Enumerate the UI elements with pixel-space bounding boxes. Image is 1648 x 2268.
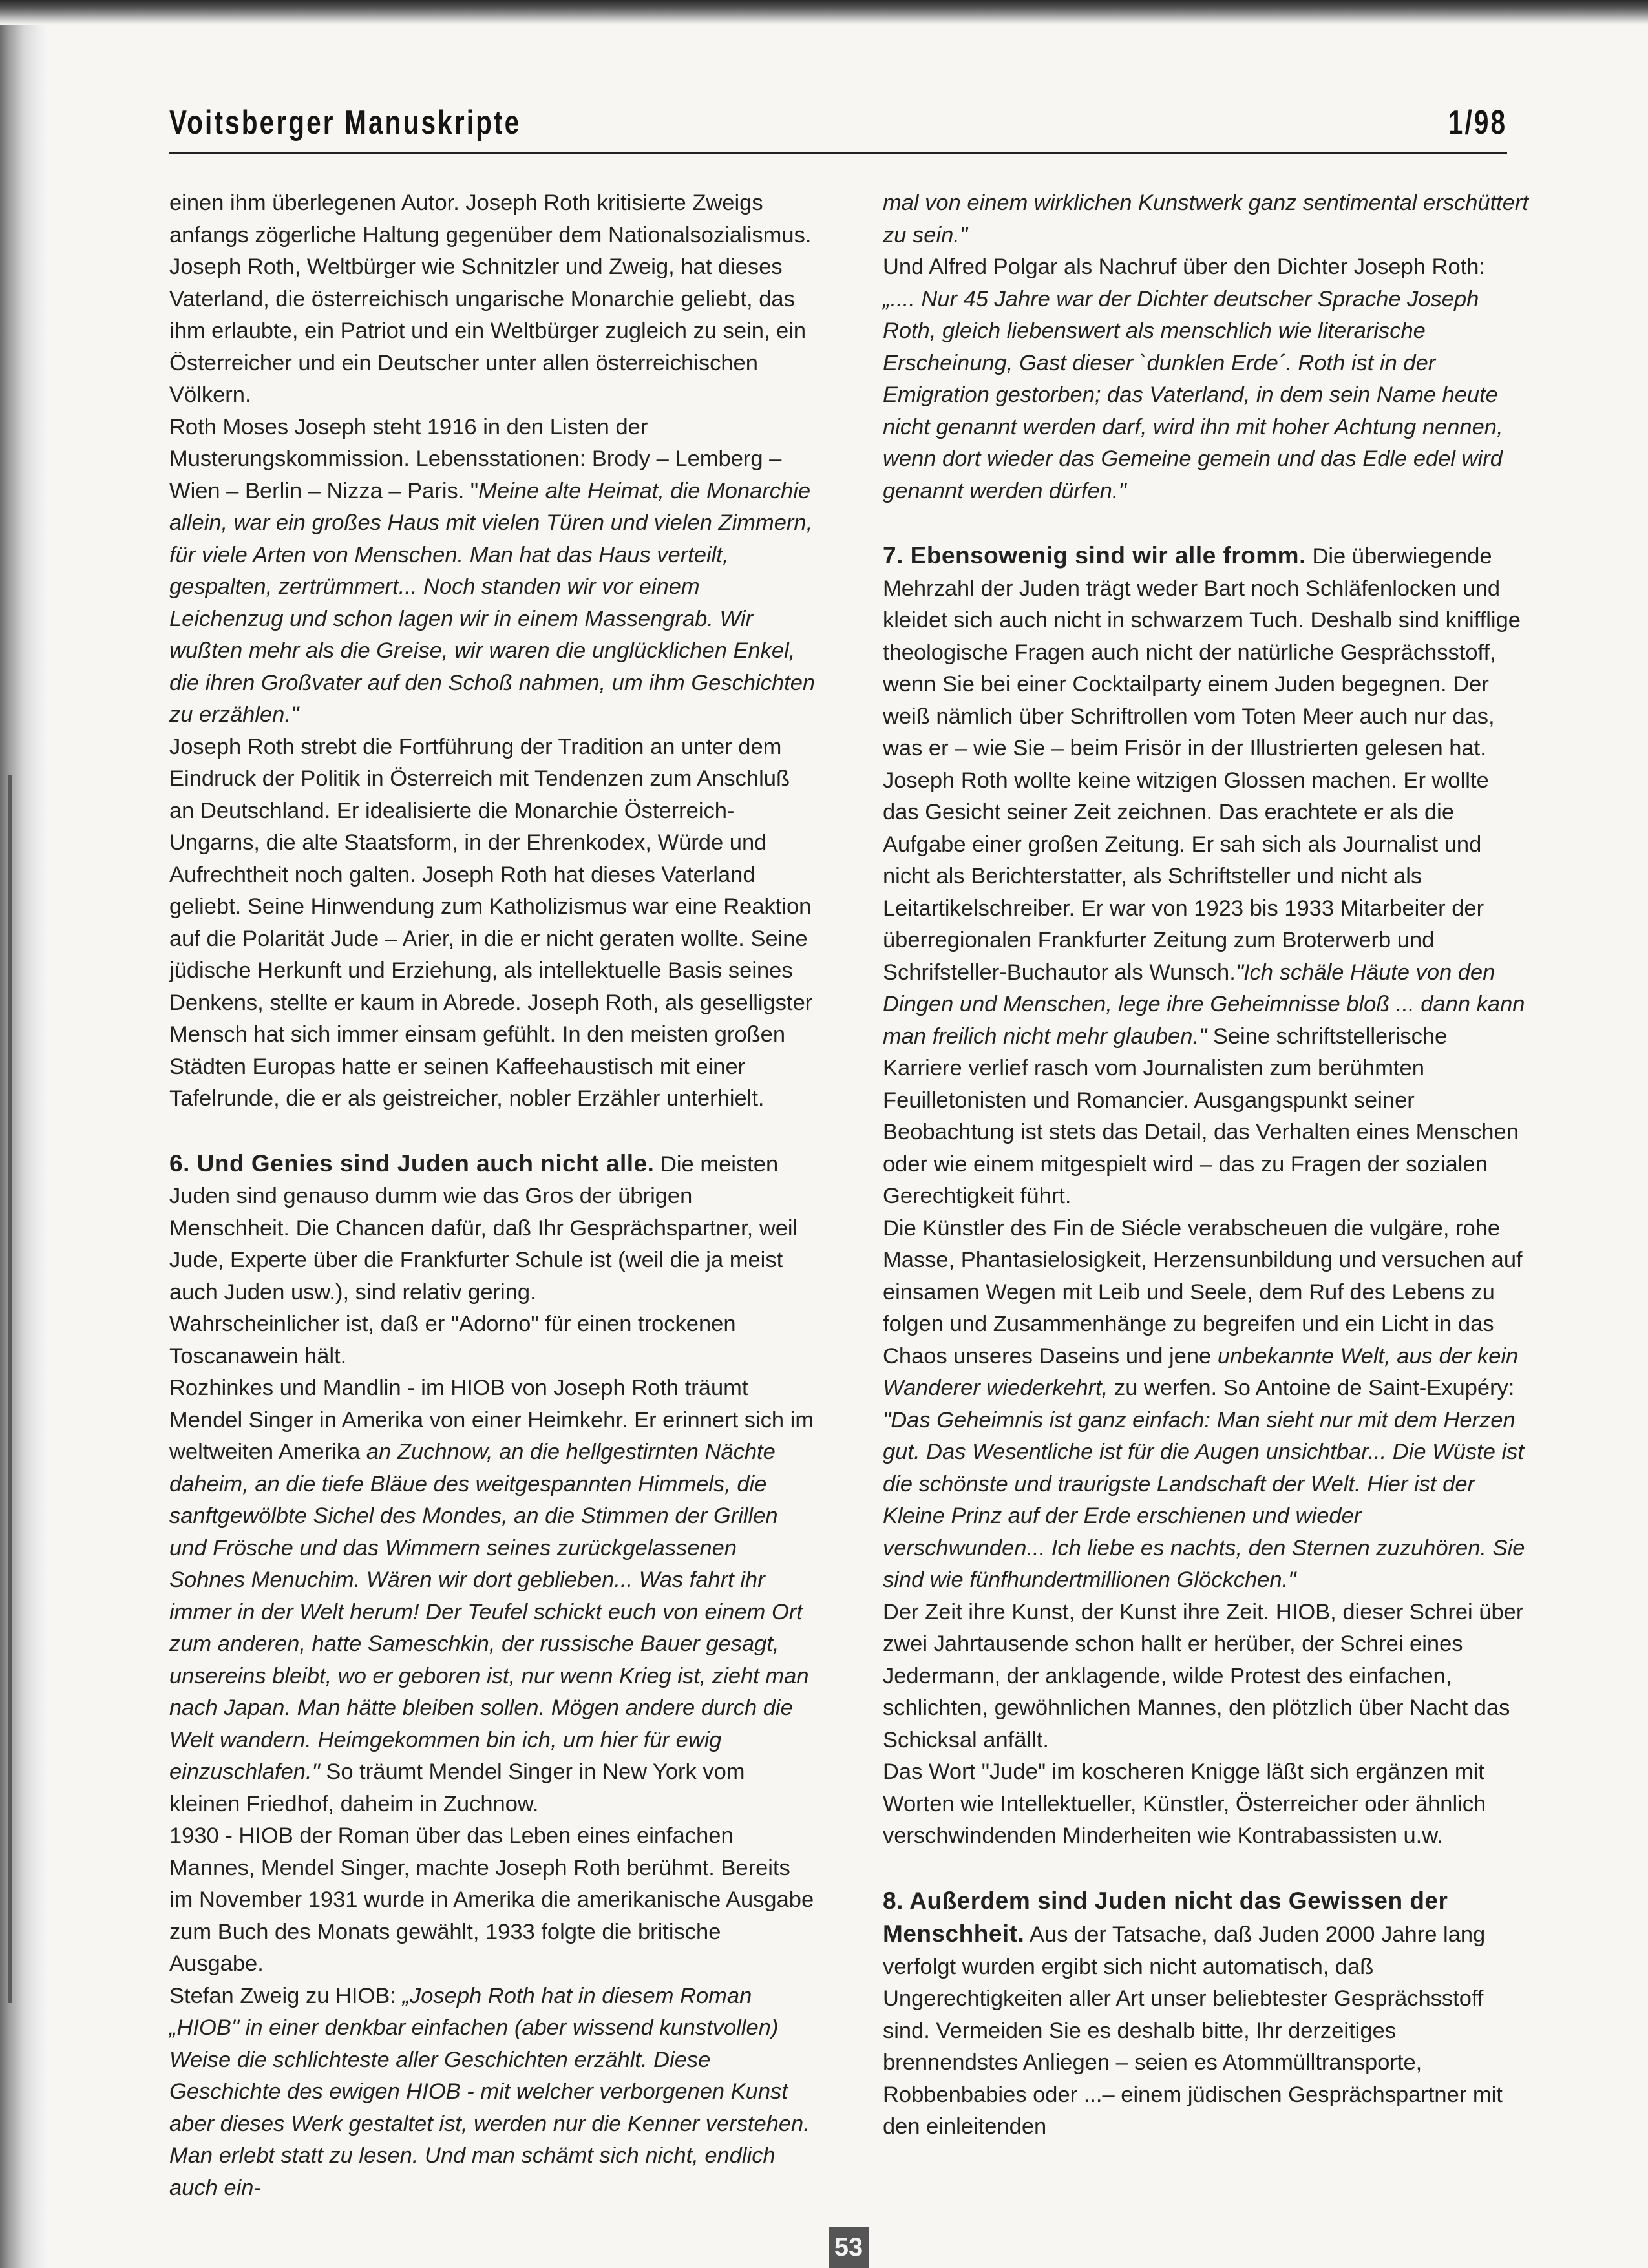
quote-italic: unbekannte Welt, aus der kein Wanderer wiederkehrt, [883, 1343, 1519, 1400]
section-heading: 6. Und Genies sind Juden auch nicht alle. [169, 1150, 655, 1177]
section-7 [883, 540, 1529, 765]
text-run: So träumt Mendel Singer in New York vom kleinen Friedhof, daheim in Zuchnow. [169, 1759, 745, 1816]
paragraph: einen ihm überlegenen Autor. Joseph Roth kritisierte Zweigs anfangs zögerliche Haltung gegenüber dem Nationalsozialismus. Joseph Roth, Weltbürger wie Schnitzler und Zweig, hat dieses Vaterland, die österreichisch ungarische Monarchie geliebt, das ihm erlaubte, ein Patriot und ein Weltbürger zugleich zu sein, ein Österreicher und ein Deutscher unter allen österreichischen Völkern. [169, 191, 812, 407]
paragraph: 1930 - HIOB der Roman über das Leben eines einfachen Mannes, Mendel Singer, machte Joseph Roth berühmt. Bereits im November 1931 wurde in Amerika die amerikanische Ausgabe zum Buch des Monats gewählt, 1933 folgte die britische Ausgabe. [169, 1823, 814, 1976]
paragraph [169, 1980, 816, 2205]
paragraph [169, 412, 816, 731]
quote-italic: "Ich schäle Häute von den Dingen und Menschen, lege ihre Geheimnisse bloß ... dann kann man freilich nicht mehr glauben." [883, 960, 1525, 1049]
text-run: Aus der Tatsache, daß Juden 2000 Jahre lang verfolgt wurden ergibt sich nicht automatisch, daß Ungerechtigkeiten aller Art unser beliebtester Gesprächsstoff sind. Vermeiden Sie es deshalb bitte, Ihr derzeitiges brennendstes Anliegen – seien es Atommülltransporte, Robbenbabies oder ...– einem jüdischen Gesprächspartner mit den einleitenden [883, 1922, 1503, 2139]
scan-binder-edge [8, 775, 12, 2003]
text-run: Roth Moses Joseph steht 1916 in den Listen der Musterungskommission. Lebensstationen: Brody – Lemberg – Wien – Berlin – Nizza – Paris. " [169, 414, 782, 503]
paragraph [883, 1213, 1529, 1597]
scan-top-shadow [0, 0, 1648, 25]
journal-title: Voitsberger Manuskripte [169, 104, 522, 142]
text-run: Joseph Roth wollte keine witzigen Glossen machen. Er wollte das Gesicht seiner Zeit zeichnen. Das erachtete er als die Aufgabe einer großen Zeitung. Er sah sich als Journalist und nicht als Berichterstatter, als Schriftsteller und nicht als Leitartikelschreiber. Er war von 1923 bis 1933 Mitarbeiter der überregionalen Frankfurter Zeitung zum Broterwerb und Schrifsteller-Buchautor als Wunsch. [883, 768, 1489, 985]
issue-number: 1/98 [1448, 104, 1507, 142]
left-column [169, 187, 816, 2204]
page-number: 53 [829, 2227, 869, 2268]
section-8 [883, 1885, 1529, 2143]
section-heading: 7. Ebensowenig sind wir alle fromm. [883, 542, 1306, 569]
paragraph: Das Wort "Jude" im koscheren Knigge läßt sich ergänzen mit Worten wie Intellektueller, Künstler, Österreicher oder ähnlich verschwindenden Minderheiten wie Kontrabassisten u.w. [883, 1759, 1486, 1848]
quote-italic: Meine alte Heimat, die Monarchie allein, war ein großes Haus mit vielen Türen und vielen Zimmern, für viele Arten von Menschen. Man hat das Haus verteilt, gespalten, zertrümmert... Noch standen wir vor einem Leichenzug und schon lagen wir in einem Massengrab. Wir wußten mehr als die Greise, wir waren die unglücklichen Enkel, die ihren Großvater auf den Schoß nahmen, um ihm Geschichten zu erzählen." [169, 478, 816, 727]
header-divider [169, 152, 1507, 154]
quote-italic: „.... Nur 45 Jahre war der Dichter deutscher Sprache Joseph Roth, gleich liebenswert als menschlich wie literarische Erscheinung, Gast dieser `dunklen Erde´. Roth ist in der Emigration gestorben; das Vaterland, in dem sein Name heute nicht genannt werden darf, wird ihn mit hoher Achtung nennen, wenn dort wieder das Gemeine gemein und das Edle edel wird genannt werden dürfen." [883, 286, 1503, 503]
text-run: Seine schriftstellerische Karriere verlief rasch vom Journalisten zum berühmten Feuilletonisten und Romancier. Ausgangspunkt seiner Beobachtung ist stets das Detail, das Verhalten eines Menschen oder wie einem mitgespielt wird – das zu Fragen der sozialen Gerechtigkeit führt. [883, 1024, 1519, 1208]
paragraph [169, 1372, 816, 1820]
text-run: zu werfen. So Antoine de Saint-Exupéry: [1108, 1376, 1515, 1400]
text-run: Rozhinkes und Mandlin - im HIOB von Joseph Roth träumt Mendel Singer in Amerika von einer Heimkehr. Er erinnert sich im weltweiten Amerika [169, 1376, 814, 1464]
section-gap [883, 507, 1529, 540]
text-run: Die Künstler des Fin de Siécle verabscheuen die vulgäre, rohe Masse, Phantasielosigkeit, Herzensunbildung und versuchen auf einsamen Wegen mit Leib und Seele, dem Ruf des Lebens zu folgen und Zusammenhänge zu begreifen und ein Licht in das Chaos unseres Daseins und jene [883, 1215, 1523, 1369]
quote-italic: mal von einem wirklichen Kunstwerk ganz sentimental erschüttert zu sein." [883, 191, 1529, 247]
text-run: Die überwiegende Mehrzahl der Juden trägt weder Bart noch Schläfenlocken und kleidet sich auch nicht in schwarzem Tuch. Deshalb sind knifflige theologische Fragen auch nicht der natürliche Gesprächsstoff, wenn Sie bei einer Cocktailparty einem Juden begegnen. Der weiß nämlich über Schriftrollen vom Toten Meer auch nur das, was er – wie Sie – beim Frisör in der Illustrierten gelesen hat. [883, 544, 1521, 761]
paragraph [883, 765, 1529, 1213]
right-column [883, 187, 1529, 2143]
paragraph: Der Zeit ihre Kunst, der Kunst ihre Zeit. HIOB, dieser Schrei über zwei Jahrtausende schon hallt er herüber, der Schrei eines Jedermann, der anklagende, wilde Protest des einfachen, schlichten, gewöhnlichen Mannes, den plötzlich über Nacht das Schicksal anfällt. [883, 1599, 1524, 1752]
text-run: Die meisten Juden sind genauso dumm wie das Gros der übrigen Menschheit. Die Chancen dafür, daß Ihr Gesprächspartner, weil Jude, Experte über die Frankfurter Schule ist (weil die ja meist auch Juden usw.), sind relativ gering. [169, 1151, 798, 1305]
paragraph: Wahrscheinlicher ist, daß er "Adorno" für einen trockenen Toscanawein hält. [169, 1312, 736, 1369]
section-gap [883, 1853, 1529, 1885]
section-6 [169, 1148, 816, 1309]
section-heading: 8. Außerdem sind Juden nicht das Gewissen der Menschheit. [883, 1887, 1448, 1947]
quote-italic: "Das Geheimnis ist ganz einfach: Man sieht nur mit dem Herzen gut. Das Wesentliche ist für die Augen unsichtbar... Die Wüste ist die schönste und traurigste Landschaft der Welt. Hier ist der Kleine Prinz auf der Erde erschienen und wieder verschwunden... Ich liebe es nachts, den Sternen zuzuhören. Sie sind wie fünfhundertmillionen Glöckchen." [883, 1407, 1525, 1592]
running-header [169, 97, 1507, 142]
paragraph: Joseph Roth strebt die Fortführung der Tradition an unter dem Eindruck der Politik in Österreich mit Tendenzen zum Anschluß an Deutschland. Er idealisierte die Monarchie Österreich-Ungarns, die alte Staatsform, in der Ehrenkodex, Würde und Aufrechtheit noch galten. Joseph Roth hat dieses Vaterland geliebt. Seine Hinwendung zum Katholizismus war eine Reaktion auf die Polarität Jude – Arier, in die er nicht geraten wollte. Seine jüdische Herkunft und Erziehung, als intellektuelle Basis seines Denkens, stellte er kaum in Abrede. Joseph Roth, als geselligster Mensch hat sich immer einsam gefühlt. In den meisten großen Städten Europas hatte er seinen Kaffeehaustisch mit einer Tafelrunde, die er als geistreicher, nobler Erzähler unterhielt. [169, 734, 813, 1111]
section-gap [169, 1115, 816, 1148]
text-run: Stefan Zweig zu HIOB: [169, 1983, 403, 2008]
paragraph: Und Alfred Polgar als Nachruf über den Dichter Joseph Roth: [883, 255, 1486, 279]
quote-italic: an Zuchnow, an die hellgestirnten Nächte daheim, an die tiefe Bläue des weitgespannten Himmels, die sanftgewölbte Sichel des Mondes, an die Stimmen der Grillen und Frösche und das Wimmern seines zurückgelassenen Sohnes Menuchim. Wären wir dort geblieben... Was fahrt ihr immer in der Welt herum! Der Teufel schickt euch von einem Ort zum anderen, hatte Sameschkin, der russische Bauer gesagt, unsereins bleibt, wo er geboren ist, nur wenn Krieg ist, zieht man nach Japan. Man hätte bleiben sollen. Mögen andere durch die Welt wandern. Heimgekommen bin ich, um hier für ewig einzuschlafen." [169, 1440, 809, 1784]
quote-italic: „Joseph Roth hat in diesem Roman „HIOB" in einer denkbar einfachen (aber wissend kunstvollen) Weise die schlichteste aller Geschichten erzählt. Diese Geschichte des ewigen HIOB - mit welcher verborgenen Kunst aber dieses Werk gestaltet ist, werden nur die Kenner verstehen. Man erlebt statt zu lesen. Und man schämt sich nicht, endlich auch ein- [169, 1983, 810, 2200]
